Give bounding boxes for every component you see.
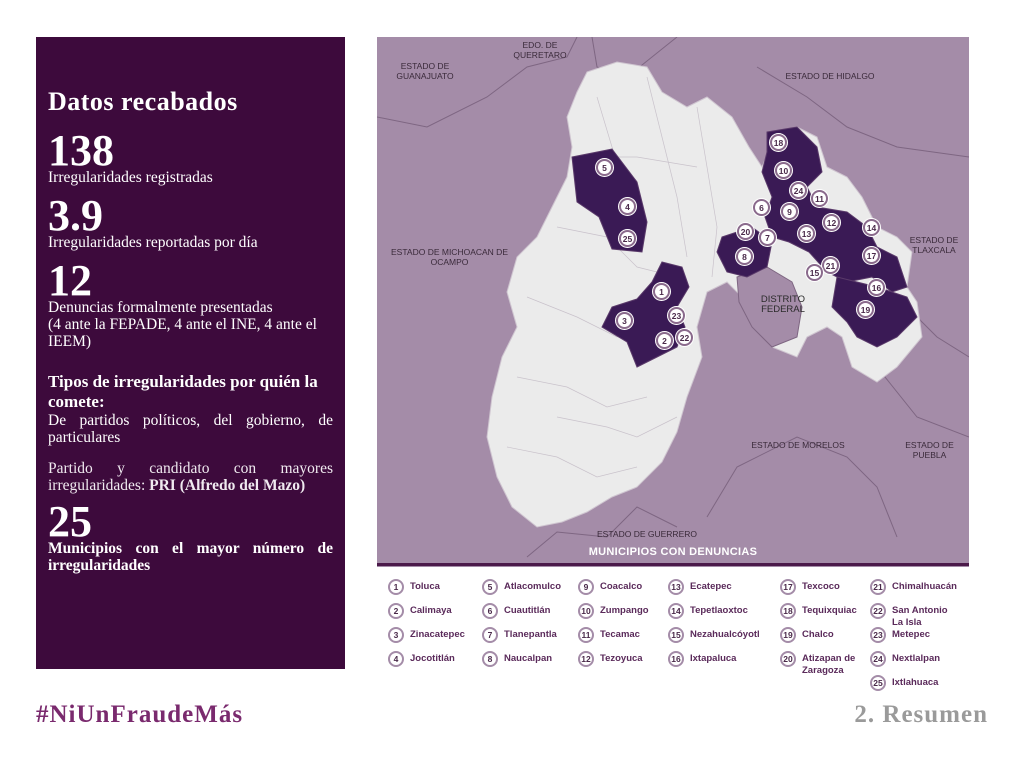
hashtag: #NiUnFraudeMás [36, 701, 244, 728]
map-pin: 11 [811, 190, 828, 207]
legend-item [870, 651, 940, 667]
legend-number: 9 [578, 579, 594, 595]
legend-municipality-name: Tecamac [600, 629, 640, 640]
legend-number: 24 [870, 651, 886, 667]
map-pin: 21 [822, 257, 839, 274]
legend-number: 17 [780, 579, 796, 595]
caption-divider [377, 563, 969, 566]
legend-number: 6 [482, 603, 498, 619]
summary-panel [36, 37, 345, 669]
legend-number: 14 [668, 603, 684, 619]
legend-item [668, 579, 732, 595]
stat-per-day-label: Irregularidades reportadas por día [48, 234, 258, 251]
legend-item [388, 603, 452, 619]
legend-item [482, 651, 552, 667]
legend-item [482, 579, 561, 595]
legend-number: 5 [482, 579, 498, 595]
municipality-legend [380, 575, 980, 695]
region-label-queretaro: EDO. DE QUERETARO [513, 40, 567, 60]
legend-municipality-name: Cuautitlán [504, 605, 551, 616]
legend-item [870, 579, 957, 595]
types-title: Tipos de irregularidades por quién la comete: [48, 372, 318, 411]
legend-municipality-name: Jocotitlán [410, 653, 455, 664]
party-name: PRI (Alfredo del Mazo) [149, 477, 306, 494]
legend-number: 16 [668, 651, 684, 667]
legend-municipality-name: Coacalco [600, 581, 643, 592]
legend-item [870, 675, 938, 691]
map-pin: 20 [737, 223, 754, 240]
legend-item [482, 603, 550, 619]
map-pin: 10 [775, 162, 792, 179]
stat-irregularities-label: Irregularidades registradas [48, 169, 213, 186]
legend-item [668, 603, 748, 619]
map-pin: 25 [619, 230, 636, 247]
legend-municipality-name: Ecatepec [690, 581, 732, 592]
legend-number: 11 [578, 627, 594, 643]
legend-item [578, 603, 649, 619]
state-map [377, 37, 969, 567]
legend-municipality-name: Tezoyuca [600, 653, 643, 664]
legend-item [780, 651, 870, 677]
legend-item [578, 627, 640, 643]
map-pin: 12 [823, 214, 840, 231]
legend-municipality-name: Ixtapaluca [690, 653, 737, 664]
region-label-df: DISTRITO FEDERAL [760, 294, 806, 315]
legend-item [870, 627, 930, 643]
legend-municipality-name: Calimaya [410, 605, 452, 616]
stat-municipalities-label: Municipios con el mayor número de irregularidades [48, 540, 333, 574]
legend-municipality-name: Naucalpan [504, 653, 553, 664]
map-pin: 18 [770, 134, 787, 151]
map-pin: 4 [619, 198, 636, 215]
legend-number: 7 [482, 627, 498, 643]
legend-number: 22 [870, 603, 886, 619]
legend-number: 23 [870, 627, 886, 643]
map-pin: 5 [596, 159, 613, 176]
legend-item [780, 627, 834, 643]
legend-item [780, 603, 857, 619]
legend-number: 8 [482, 651, 498, 667]
legend-number: 4 [388, 651, 404, 667]
legend-municipality-name: Chimalhuacán [892, 581, 957, 592]
legend-municipality-name: Metepec [892, 629, 931, 640]
legend-item [780, 579, 840, 595]
map-pin: 16 [868, 279, 885, 296]
region-label-tlaxcala: ESTADO DE TLAXCALA [909, 235, 959, 255]
stat-complaints-value: 12 [48, 256, 92, 305]
region-label-puebla: ESTADO DE PUEBLA [905, 440, 954, 460]
stat-municipalities-value: 25 [48, 497, 92, 546]
legend-number: 12 [578, 651, 594, 667]
region-label-michoacan: ESTADO DE MICHOACAN DE OCAMPO [391, 247, 508, 267]
legend-item [388, 651, 455, 667]
party-text [48, 460, 333, 494]
legend-municipality-name: Ixtlahuaca [892, 677, 939, 688]
map-pin: 24 [790, 182, 807, 199]
map-pin: 7 [759, 229, 776, 246]
map-pin: 8 [736, 248, 753, 265]
legend-item [388, 627, 465, 643]
legend-municipality-name: Texcoco [802, 581, 840, 592]
legend-item [388, 579, 440, 595]
legend-number: 25 [870, 675, 886, 691]
legend-number: 18 [780, 603, 796, 619]
map-pin: 2 [656, 332, 673, 349]
map-pin: 13 [798, 225, 815, 242]
map-pin: 19 [857, 301, 874, 318]
legend-item [482, 627, 557, 643]
types-text: De partidos políticos, del gobierno, de particulares [48, 412, 333, 446]
section-title: 2. Resumen [854, 701, 988, 728]
legend-municipality-name: Zinacatepec [410, 629, 465, 640]
legend-municipality-name: Tepetlaoxtoc [690, 605, 748, 616]
legend-number: 13 [668, 579, 684, 595]
legend-number: 3 [388, 627, 404, 643]
map-pin: 22 [676, 329, 693, 346]
legend-municipality-name: Zumpango [600, 605, 649, 616]
legend-municipality-name: San Antonio La Isla [892, 605, 948, 628]
map-pin: 1 [653, 283, 670, 300]
legend-municipality-name: Atlacomulco [504, 581, 562, 592]
legend-item [668, 651, 736, 667]
legend-item [578, 651, 643, 667]
legend-municipality-name: Tequixquiac [802, 605, 857, 616]
stat-complaints-detail: (4 ante la FEPADE, 4 ante el INE, 4 ante el IEEM) [48, 316, 317, 350]
stat-per-day-value: 3.9 [48, 191, 103, 240]
map-pin: 6 [753, 199, 770, 216]
map-pin: 9 [781, 203, 798, 220]
legend-number: 10 [578, 603, 594, 619]
panel-title: Datos recabados [48, 87, 238, 116]
legend-number: 15 [668, 627, 684, 643]
party-label: Partido y candidato con mayores irregularidades: [48, 460, 333, 494]
map-pin: 17 [863, 247, 880, 264]
region-label-morelos: ESTADO DE MORELOS [751, 440, 845, 450]
legend-municipality-name: Nextlalpan [892, 653, 941, 664]
legend-municipality-name: Chalco [802, 629, 834, 640]
legend-item [668, 627, 758, 643]
map-shapes [377, 37, 969, 567]
region-label-guerrero: ESTADO DE GUERRERO [597, 529, 697, 539]
legend-number: 21 [870, 579, 886, 595]
legend-number: 19 [780, 627, 796, 643]
legend-municipality-name: Nezahualcóyotl [690, 629, 760, 640]
region-label-guanajuato: ESTADO DE GUANAJUATO [396, 61, 454, 81]
legend-number: 2 [388, 603, 404, 619]
legend-municipality-name: Atizapan de Zaragoza [802, 653, 856, 676]
region-label-hidalgo: ESTADO DE HIDALGO [785, 71, 875, 81]
legend-municipality-name: Toluca [410, 581, 440, 592]
legend-number: 20 [780, 651, 796, 667]
map-pin: 3 [616, 312, 633, 329]
legend-item [578, 579, 642, 595]
stat-complaints-label: Denuncias formalmente presentadas [48, 299, 273, 316]
stat-irregularities-value: 138 [48, 126, 114, 175]
legend-item [870, 603, 960, 629]
map-pin: 14 [863, 219, 880, 236]
map-pin: 15 [806, 264, 823, 281]
legend-municipality-name: Tlanepantla [504, 629, 557, 640]
map-caption: MUNICIPIOS CON DENUNCIAS [588, 546, 758, 558]
map-pin: 23 [668, 307, 685, 324]
legend-number: 1 [388, 579, 404, 595]
